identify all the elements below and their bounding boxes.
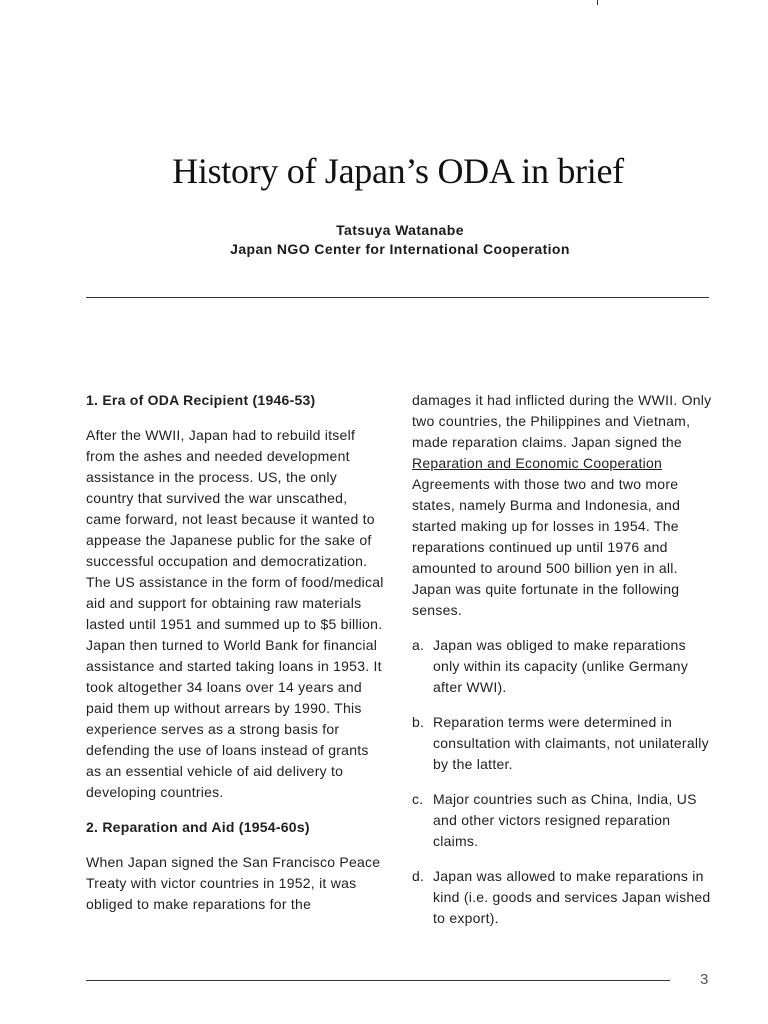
list-item-text: Reparation terms were determined in consultation with claimants, not unilaterally by the latter. bbox=[433, 714, 709, 772]
list-item bbox=[412, 712, 712, 775]
continued-paragraph-part-1: damages it had inflicted during the WWII. Only two countries, the Philippines and Vietnam, made reparation claims. Japan signed the bbox=[412, 392, 712, 450]
list-item-text: Japan was obliged to make reparations only within its capacity (unlike Germany after WWI). bbox=[433, 637, 689, 695]
list-item bbox=[412, 635, 712, 698]
list-item bbox=[412, 866, 712, 929]
section-heading-1: 1. Era of ODA Recipient (1946-53) bbox=[86, 392, 316, 408]
list-marker: a. bbox=[412, 637, 425, 653]
section-2-paragraph: When Japan signed the San Francisco Peace Treaty with victor countries in 1952, it was obliged to make reparations for the bbox=[86, 854, 381, 912]
header-divider bbox=[86, 297, 709, 298]
list-item-text: Japan was allowed to make reparations in kind (i.e. goods and services Japan wished to export). bbox=[433, 868, 711, 926]
list-marker: d. bbox=[412, 868, 425, 884]
author-organization: Japan NGO Center for International Cooperation bbox=[230, 241, 570, 257]
list-item-text: Major countries such as China, India, US and other victors resigned reparation claims. bbox=[433, 791, 697, 849]
section-1-paragraph: After the WWII, Japan had to rebuild itself from the ashes and needed development assistance in the process. US, the only country that survived the war unscathed, came forward, not least because it wanted to appease the Japanese public for the sake of successful occupation and democratization. The US assistance in the form of food/medical aid and support for obtaining raw materials lasted until 1951 and summed up to $5 billion. Japan then turned to World Bank for financial assistance and started taking loans in 1953. It took altogether 34 loans over 14 years and paid them up without arrears by 1990. This experience serves as a strong basis for defending the use of loans instead of grants as an essential vehicle of aid delivery to developing countries. bbox=[86, 427, 384, 800]
section-heading-2: 2. Reparation and Aid (1954-60s) bbox=[86, 819, 310, 835]
right-column bbox=[412, 390, 712, 929]
list-marker: b. bbox=[412, 714, 425, 730]
page-number: 3 bbox=[700, 971, 709, 988]
document-title: History of Japan’s ODA in brief bbox=[172, 151, 624, 191]
continued-paragraph bbox=[412, 390, 712, 621]
author-name: Tatsuya Watanabe bbox=[336, 222, 464, 238]
footer-divider bbox=[86, 980, 670, 981]
top-edge-mark bbox=[597, 0, 598, 5]
continued-paragraph-part-2: Agreements with those two and two more states, namely Burma and Indonesia, and started making up for losses in 1954. The reparations continued up until 1976 and amounted to around 500 billion yen in all. Japan was quite fortunate in the following senses. bbox=[412, 476, 681, 618]
agreement-name: Reparation and Economic Cooperation bbox=[412, 455, 663, 471]
list-item bbox=[412, 789, 712, 852]
left-column bbox=[86, 390, 386, 915]
list-marker: c. bbox=[412, 791, 424, 807]
